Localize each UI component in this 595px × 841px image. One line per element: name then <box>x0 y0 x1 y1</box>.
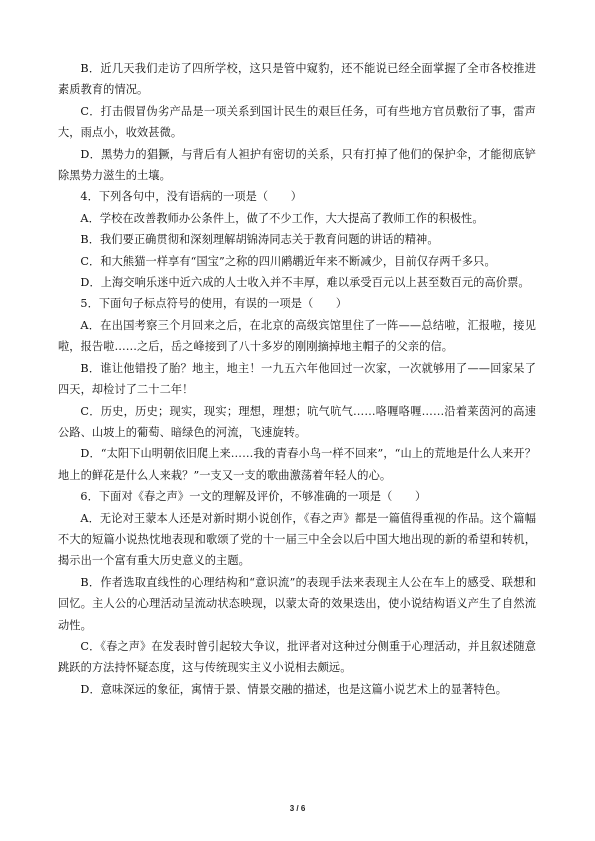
option-3b: B．近几天我们走访了四所学校，这只是管中窥豹，还不能说已经全面掌握了全市各校推进素质教育的情况。 <box>58 62 536 97</box>
option-5d: D．“太阳下山明朝依旧爬上来……我的青春小鸟一样不回来”，“山上的荒地是什么人来开？地上的鲜花是什么人来栽？”一支又一支的歌曲激荡着年轻人的心。 <box>58 447 536 482</box>
option-4d: D．上海交响乐迷中近六成的人士收入并不丰厚，难以承受百元以上甚至数百元的高价票。 <box>80 276 530 290</box>
option-5c: C．历史，历史；现实，现实；理想，理想；吭气吭气……咯喱咯喱……沿着莱茵河的高速公路、山坡上的葡萄、暗绿色的河流，飞速旋转。 <box>58 404 536 439</box>
option-5a: A．在出国考察三个月回来之后，在北京的高级宾馆里住了一阵——总结啦，汇报啦，接见啦，报告啦……之后，岳之峰接到了八十多岁的刚刚摘掉地主帽子的父亲的信。 <box>58 318 536 354</box>
option-6d: D．意味深远的象征，寓情于景、情景交融的描述，也是这篇小说艺术上的显著特色。 <box>80 682 508 696</box>
option-5b: B．谁让他错投了胎？地主，地主！一九五六年他回过一次家，一次就够用了——回家呆了四天，却检讨了二十二年！ <box>58 361 536 397</box>
option-6b: B．作者选取直线性的心理结构和“意识流”的表现手法来表现主人公在车上的感受、联想和回忆。主人公的心理活动呈流动状态映现，以蒙太奇的效果迭出，使小说结构语义产生了自然流动性。 <box>58 575 536 632</box>
question-6: 6．下面对《春之声》一文的理解及评价，不够准确的一项是（ ） <box>80 490 427 504</box>
question-5: 5．下面句子标点符号的使用，有误的一项是（ ） <box>80 297 348 311</box>
option-6c: C．《春之声》在发表时曾引起较大争议，批评者对这种过分侧重于心理活动，并且叙述随意跳跃的方法持怀疑态度，这与传统现实主义小说相去颇远。 <box>58 639 536 675</box>
page-body <box>58 58 536 700</box>
option-4a: A．学校在改善教师办公条件上，做了不少工作，大大提高了教师工作的积极性。 <box>80 211 484 225</box>
question-4: 4．下列各句中，没有语病的一项是（ ） <box>80 190 303 204</box>
option-3d: D．黑势力的猖獗，与背后有人袒护有密切的关系，只有打掉了他们的保护伞，才能彻底铲除黑势力滋生的土壤。 <box>58 147 536 183</box>
option-4c: C．和大熊猫一样享有“国宝”之称的四川鹇鹕近年来不断减少，目前仅存两千多只。 <box>80 254 496 268</box>
page-number: 3 / 6 <box>289 804 306 813</box>
option-3c: C．打击假冒伪劣产品是一项关系到国计民生的艰巨任务，可有些地方官员敷衍了事，雷声大，雨点小，收效甚微。 <box>58 104 536 140</box>
option-6a: A．无论对王蒙本人还是对新时期小说创作，《春之声》都是一篇值得重视的作品。这个篇幅不大的短篇小说热忱地表现和歌颂了党的十一届三中全会以后中国大地出现的新的希望和转机，揭示出一个富有重大历史意义的主题。 <box>58 511 536 568</box>
option-4b: B．我们要正确贯彻和深刻理解胡锦涛同志关于教育问题的讲话的精神。 <box>80 233 439 247</box>
